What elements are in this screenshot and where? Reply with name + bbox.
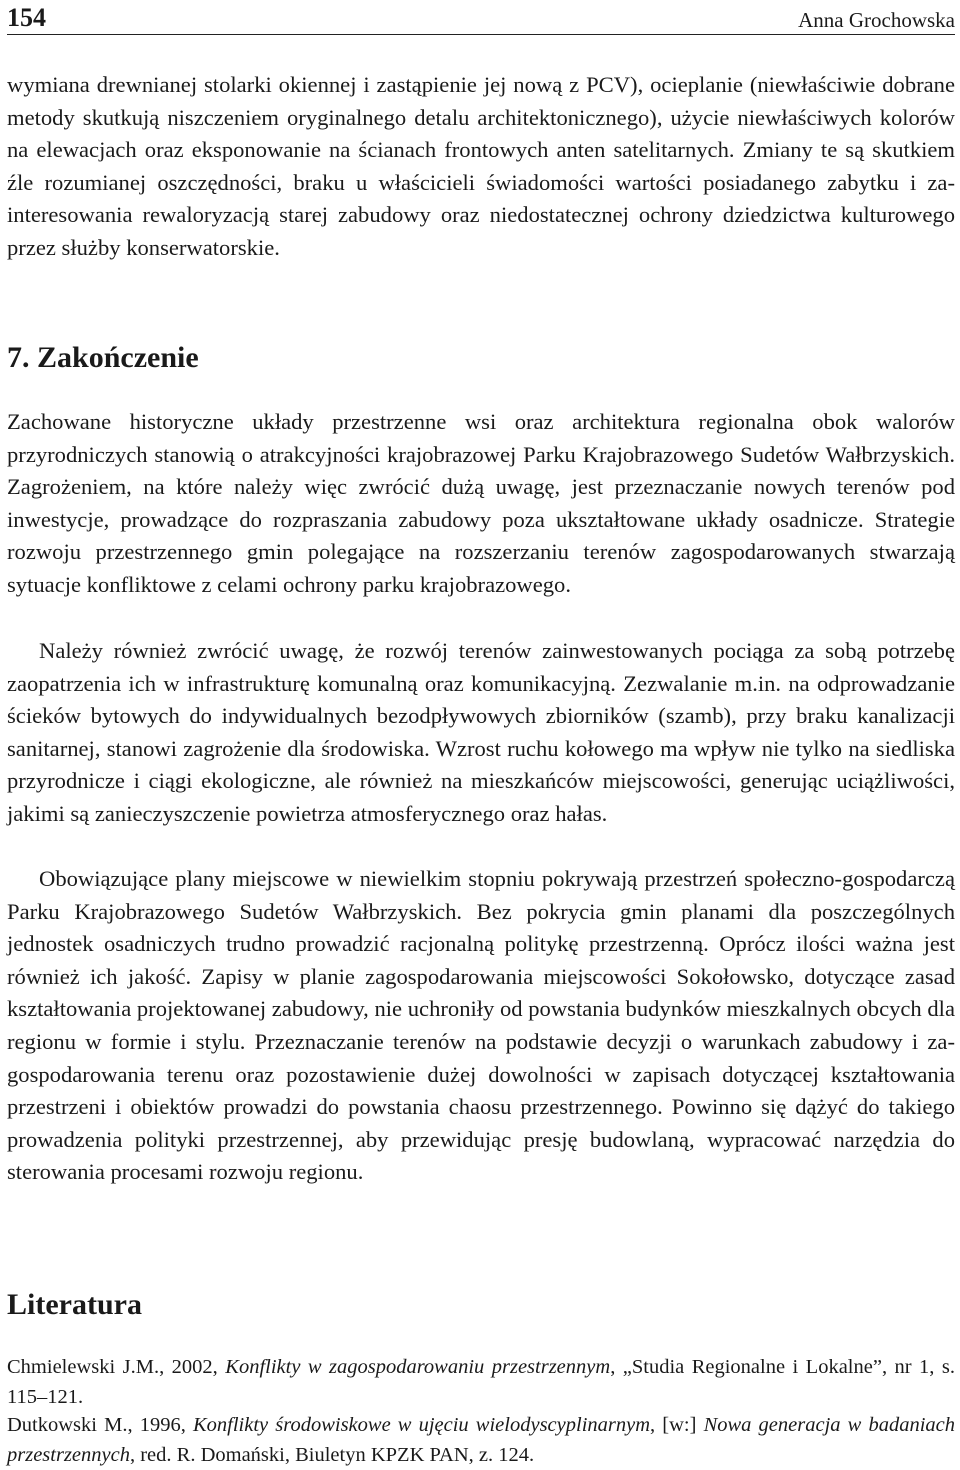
reference-lead: Chmielewski J.M., 2002, bbox=[7, 1356, 226, 1378]
reference-volume-title: Nowa generacja w badaniach przestrzennych bbox=[7, 1414, 955, 1466]
reference-title: Konflikty środowiskowe w ujęciu wielodyscyplinarnym bbox=[192, 1414, 651, 1436]
header-author: Anna Grochowska bbox=[798, 8, 955, 32]
reference-details: , „Studia Regionalne i Lokalne”, nr 1, s. 115–121. bbox=[7, 1356, 955, 1408]
conclusion-paragraph-2: Należy również zwrócić uwagę, że rozwój terenów zainwestowanych pociąga za sobą potrzebę zaopatrzenia ich w infrastrukturę komunalną oraz komunikacyjną. Zezwalanie m.in. na odprowadzanie ścieków bytowych do indywidualnych bezodpływowych zbiorników (szamb), przy braku kanalizacji sanitarnej, stanowi zagrożenie dla środowiska. Wzrost ruchu kołowego ma wpływ nie tylko na siedliska przyrodnicze i ciągi ekologiczne, ale również na mieszkańców miejscowości, generując uciążliwości, jakimi są zanieczyszczenie powietrza atmosferycznego oraz hałas. bbox=[7, 638, 955, 826]
conclusion-paragraph-3: Obowiązujące plany miejscowe w niewielkim stopniu pokrywają przestrzeń społeczno-gospodarczą Parku Krajobrazowego Sudetów Wałbrzyskich. Bez pokrycia gmin planami dla poszczególnych jednostek osadniczych trudno prowadzić racjonalną politykę przestrzenną. Oprócz ilości ważna jest również ich jakość. Zapisy w planie zagospodarowania miejscowości Sokołowsko, dotyczące zasad kształtowania projektowanej zabudowy, nie uchroniły od powstania budynków mieszkalnych obcych dla regionu w formie i stylu. Przeznaczanie terenów na podstawie decyzji o warunkach zabudowy i zagospodarowania terenu oraz pozostawienie dużej dowolności w zapisach dotyczącej kształtowania przestrzeni i obiektów prowadzi do powstania chaosu przestrzennego. Powinno się dążyć do takiego prowadzenia polityki przestrzennej, aby przewidując presję budowlaną, wypracować narzędzia do sterowania procesami rozwoju regionu. bbox=[7, 866, 955, 1185]
intro-paragraph: wymiana drewnianej stolarki okiennej i zastąpienie jej nową z PCV), ocieplanie (niewłaściwie dobrane metody skutkują niszczeniem oryginalnego detalu architektonicznego), użycie niewłaściwych kolorów na elewacjach oraz eksponowanie na ścianach frontowych anten satelitarnych. Zmiany te są skutkiem źle rozumianej oszczędności, braku u właścicieli świadomości wartości posiadanego zabytku i zainteresowania rewaloryzacją starej zabudowy oraz niedostatecznej ochrony dziedzictwa kulturowego przez służby konserwatorskie. bbox=[7, 72, 955, 260]
page-number: 154 bbox=[7, 3, 46, 32]
literature-heading: Literatura bbox=[7, 1288, 142, 1321]
running-header bbox=[7, 4, 955, 35]
section-heading: 7. Zakończenie bbox=[7, 341, 199, 374]
reference-lead: Dutkowski M., 1996, bbox=[7, 1414, 193, 1436]
reference-entry bbox=[7, 1352, 955, 1412]
reference-details: , [w:] bbox=[650, 1414, 704, 1436]
conclusion-paragraph-1: Zachowane historyczne układy przestrzenne wsi oraz architektura regionalna obok walorów przyrodniczych stanowią o atrakcyjności krajobrazowej Parku Krajobrazowego Sudetów Wałbrzyskich. Zagrożeniem, na które należy więc zwrócić dużą uwagę, jest przeznaczanie nowych terenów pod inwestycje, prowadzące do rozpraszania zabudowy poza ukształtowane układy osadnicze. Strategie rozwoju przestrzennego gmin polegające na rozszerzaniu terenów zagospodarowanych stwarzają sytuacje konfliktowe z celami ochrony parku krajobrazowego. bbox=[7, 409, 955, 597]
reference-entry bbox=[7, 1410, 955, 1470]
reference-title: Konflikty w zagospodarowaniu przestrzennym bbox=[225, 1356, 611, 1378]
reference-publication: , red. R. Domański, Biuletyn KPZK PAN, z. 124. bbox=[129, 1444, 535, 1466]
